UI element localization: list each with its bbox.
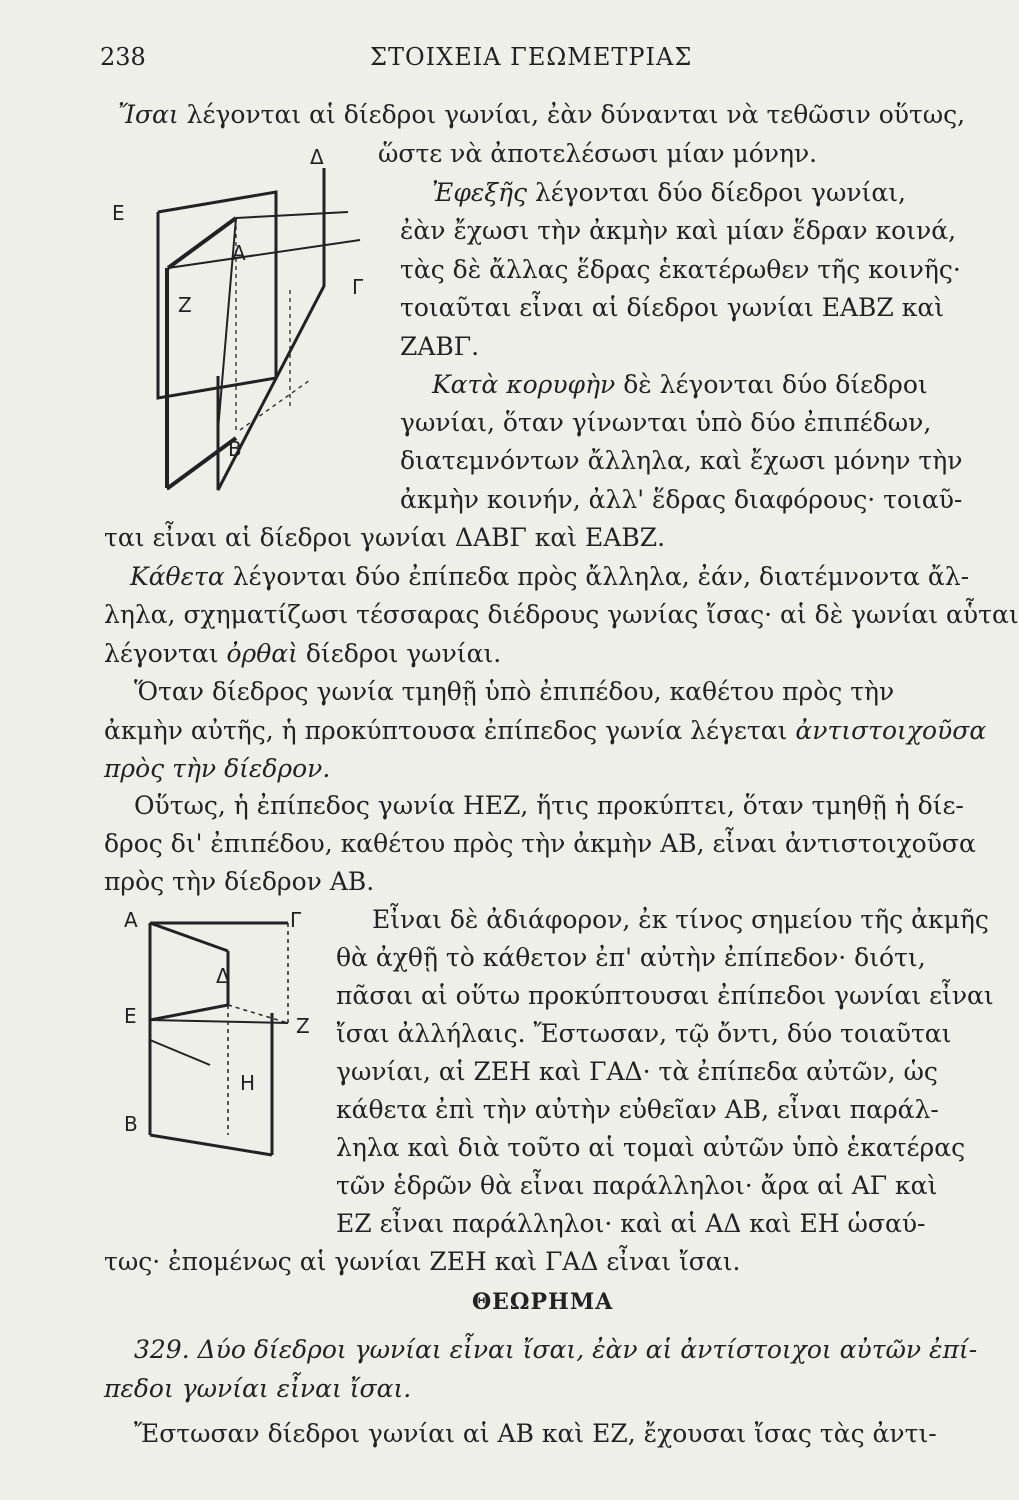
- text-line: ΖΑΒΓ.: [400, 332, 480, 361]
- label-zeta: Ζ: [296, 1014, 310, 1038]
- term-vertical: Κατὰ κορυφὴν: [432, 370, 616, 399]
- text-line: διατεμνόντων ἄλληλα, καὶ ἔχωσι μόνην τὴν: [400, 446, 963, 475]
- text-line: Ἔστωσαν δίεδροι γωνίαι αἱ ΑΒ καὶ ΕΖ, ἔχουσαι ἴσας τὰς ἀντι-: [134, 1419, 937, 1448]
- label-alpha: Α: [232, 241, 246, 265]
- text-line: δρος δι' ἐπιπέδου, καθέτου πρὸς τὴν ἀκμὴν ΑΒ, εἶναι ἀντιστοιχοῦσα: [104, 829, 976, 858]
- text-line: πᾶσαι αἱ οὕτω προκύπτουσαι ἐπίπεδοι γωνίαι εἶναι: [336, 981, 994, 1010]
- text-line: ἐὰν ἔχωσι τὴν ἀκμὴν καὶ μίαν ἕδραν κοινά,: [400, 216, 957, 245]
- text: λέγονται: [104, 639, 227, 668]
- text-line: τῶν ἑδρῶν θὰ εἶναι παράλληλοι· ἄρα αἱ ΑΓ καὶ: [336, 1171, 938, 1200]
- text-line: [104, 639, 501, 669]
- text-line: ὥστε νὰ ἀποτελέσωσι μίαν μόνην.: [378, 139, 818, 168]
- text-line: θὰ ἀχθῇ τὸ κάθετον ἐπ' αὐτὴν ἐπίπεδον· διότι,: [336, 943, 926, 972]
- text-line: τοιαῦται εἶναι αἱ δίεδροι γωνίαι ΕΑΒΖ καὶ: [400, 293, 945, 322]
- text: δίεδροι γωνίαι.: [297, 639, 502, 668]
- text-line: τὰς δὲ ἄλλας ἕδρας ἑκατέρωθεν τῆς κοινῆς·: [400, 255, 961, 284]
- paragraph-perpendicular: [130, 562, 969, 592]
- label-eta: Η: [240, 1071, 256, 1095]
- text-line: ληλα, σχηματίζωσι τέσσαρας διέδρους γωνίας ἴσας· αἱ δὲ γωνίαι αὗται: [104, 600, 1019, 629]
- term-equal: Ἴσαι: [118, 100, 179, 129]
- label-delta: Δ: [310, 145, 324, 169]
- text-line: ἀκμὴν κοινήν, ἀλλ' ἕδρας διαφόρους· τοιαῦ-: [400, 485, 963, 514]
- plane-edge-lines: [158, 192, 276, 398]
- text-line: Οὕτως, ἡ ἐπίπεδος γωνία ΗΕΖ, ἥτις προκύπτει, ὅταν τμηθῇ ἡ δίε-: [134, 791, 964, 820]
- text-line: τως· ἐπομένως αἱ γωνίαι ΖΕΗ καὶ ΓΑΔ εἶναι ἴσαι.: [104, 1247, 741, 1276]
- label-gamma: Γ: [290, 908, 302, 932]
- text-line: γωνίαι, ὅταν γίνωνται ὑπὸ δύο ἐπιπέδων,: [400, 408, 932, 437]
- text-line: ληλα καὶ διὰ τοῦτο αἱ τομαὶ αὐτῶν ὑπὸ ἑκατέρας: [336, 1133, 966, 1162]
- term-right: ὀρθαὶ: [226, 639, 298, 668]
- text: ἀκμὴν αὐτῆς, ἡ προκύπτουσα ἐπίπεδος γωνία λέγεται: [104, 716, 796, 745]
- figure-corresponding-angles: [110, 905, 340, 1175]
- text-line: πεδοι γωνίαι εἶναι ἴσαι.: [104, 1374, 412, 1403]
- label-delta: Δ: [216, 964, 230, 988]
- paragraph-equal-dihedral: [118, 100, 965, 130]
- text-line: Εἶναι δὲ ἀδιάφορον, ἐκ τίνος σημείου τῆς ἀκμῆς: [372, 905, 989, 934]
- term-perpendicular: Κάθετα: [130, 562, 225, 591]
- label-alpha: Α: [124, 908, 138, 932]
- label-beta: Β: [124, 1112, 138, 1136]
- text-line: ται εἶναι αἱ δίεδροι γωνίαι ΔΑΒΓ καὶ ΕΑΒΖ.: [104, 523, 666, 552]
- text: δὲ λέγονται δύο δίεδροι: [615, 370, 928, 399]
- running-title: ΣΤΟΙΧΕΙΑ ΓΕΩΜΕΤΡΙΑΣ: [370, 43, 693, 71]
- theorem-heading: ΘΕΩΡΗΜΑ: [472, 1289, 614, 1315]
- label-epsilon: Ε: [124, 1004, 137, 1028]
- text: λέγονται δύο δίεδροι γωνίαι,: [527, 178, 906, 207]
- page-number: 238: [100, 43, 146, 71]
- term-to-dihedral: πρὸς τὴν δίεδρον.: [104, 754, 331, 783]
- text: λέγονται δύο ἐπίπεδα πρὸς ἄλληλα, ἐάν, διατέμνοντα ἄλ-: [224, 562, 970, 591]
- label-beta: Β: [228, 437, 242, 461]
- text-line: ἴσαι ἀλλήλαις. Ἔστωσαν, τῷ ὄντι, δύο τοιαῦται: [336, 1019, 952, 1048]
- text-line: κάθετα ἐπὶ τὴν αὐτὴν εὐθεῖαν ΑΒ, εἶναι παράλ-: [336, 1095, 939, 1124]
- paragraph-adjacent: [432, 178, 906, 208]
- text-line: Ὅταν δίεδρος γωνία τμηθῇ ὑπὸ ἐπιπέδου, καθέτου πρὸς τὴν: [134, 677, 895, 706]
- figure-vertical-dihedral-angles: [110, 145, 364, 540]
- label-epsilon: Ε: [112, 201, 125, 225]
- term-corresponding: ἀντιστοιχοῦσα: [795, 716, 987, 745]
- text-line: πρὸς τὴν δίεδρον ΑΒ.: [104, 867, 375, 896]
- text-line: ΕΖ εἶναι παράλληλοι· καὶ αἱ ΑΔ καὶ ΕΗ ὡσαύ-: [336, 1209, 926, 1238]
- text-line: γωνίαι, αἱ ΖΕΗ καὶ ΓΑΔ· τὰ ἐπίπεδα αὐτῶν, ὡς: [336, 1057, 938, 1086]
- paragraph-vertical: [432, 370, 928, 400]
- label-zeta: Ζ: [178, 293, 192, 317]
- label-gamma: Γ: [352, 275, 364, 299]
- term-adjacent: Ἐφεξῆς: [432, 178, 527, 207]
- theorem-statement: 329. Δύο δίεδροι γωνίαι εἶναι ἴσαι, ἐὰν αἱ ἀντίστοιχοι αὐτῶν ἐπί-: [134, 1335, 978, 1364]
- text: λέγονται αἱ δίεδροι γωνίαι, ἐὰν δύνανται νὰ τεθῶσιν οὕτως,: [178, 100, 966, 129]
- text-line: [104, 716, 986, 746]
